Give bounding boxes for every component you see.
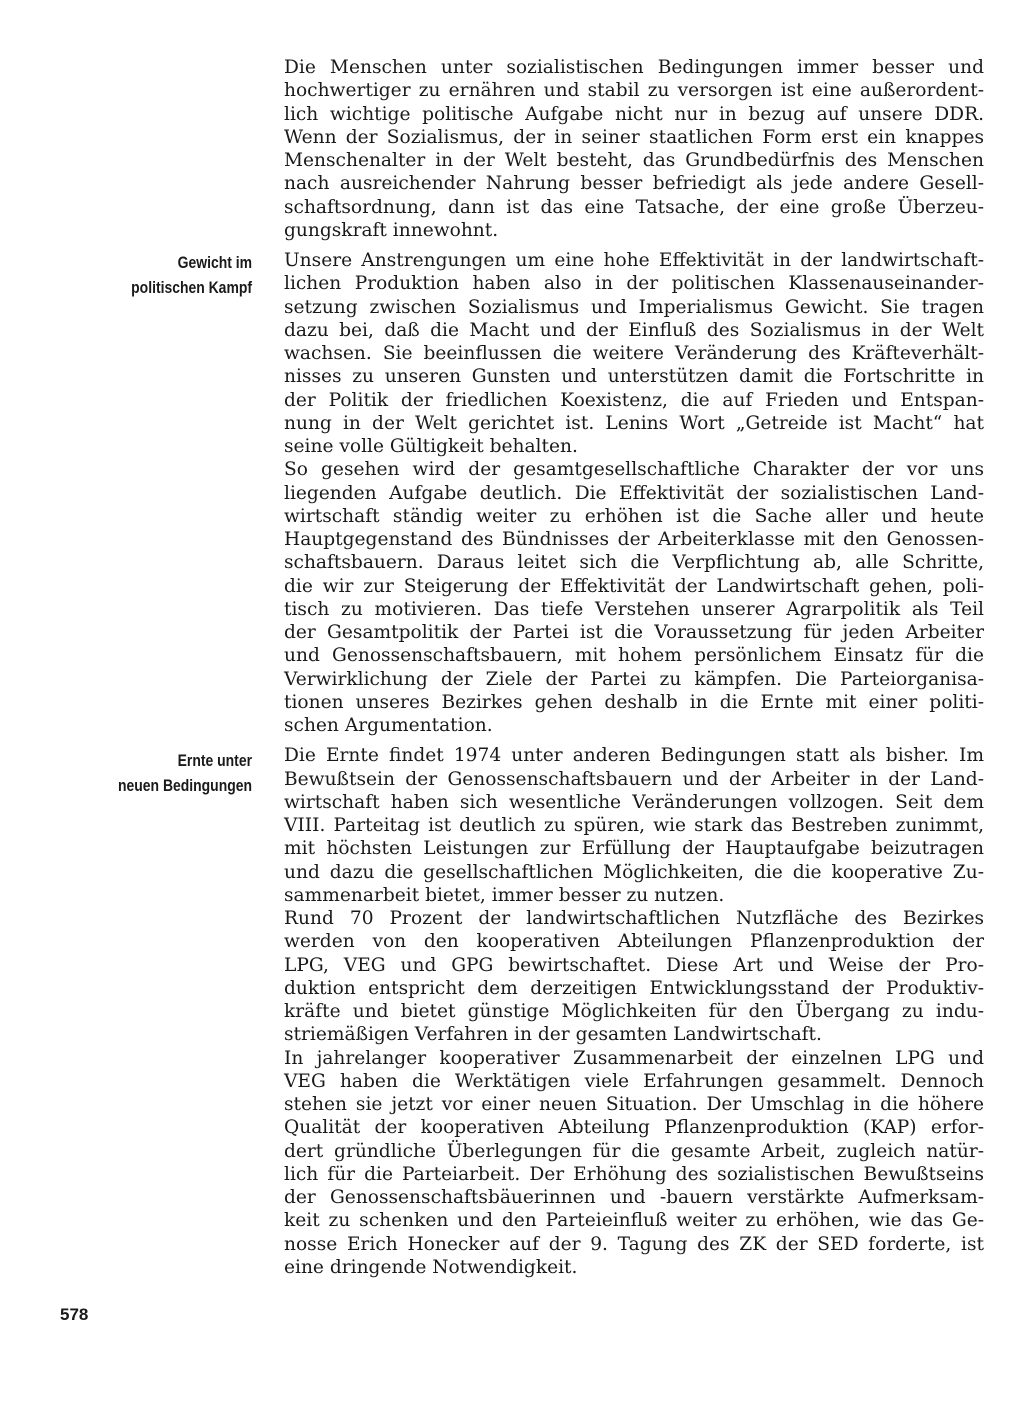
text-line: der Politik der friedlichen Koexistenz, die auf Frieden und Entspan- [284,389,984,411]
page-number: 578 [60,1305,89,1324]
text-line: Qualität der kooperativen Abteilung Pflanzenproduktion (KAP) erfor- [284,1117,984,1139]
text-line: keit zu schenken und den Parteieinfluß weiter zu erhöhen, wie das Ge- [284,1210,984,1232]
text-line: Menschenalter in der Welt besteht, das Grundbedürfnis des Menschen [284,150,984,171]
text-line: schaftsbauern. Daraus leitet sich die Verpflichtung ab, alle Schritte, [284,552,984,574]
paragraph [284,56,984,242]
paragraph [284,744,984,907]
text-line: dert gründliche Überlegungen für die gesamte Arbeit, zugleich natür- [284,1140,984,1162]
text-line: Verwirklichung der Ziele der Partei zu kämpfen. Die Parteiorganisa- [284,668,984,690]
margin-heading-line: neuen Bedingungen [118,776,253,795]
text-line: schen Argumentation. [284,715,493,736]
text-line: In jahrelanger kooperativer Zusammenarbeit der einzelnen LPG und [284,1047,984,1069]
text-line: der Genossenschaftsbäuerinnen und -bauern verstärkte Aufmerksam- [284,1187,984,1208]
text-line: Rund 70 Prozent der landwirtschaftlichen Nutzfläche des Bezirkes [284,908,984,929]
margin-heading [113,748,252,798]
text-line: LPG, VEG und GPG bewirtschaftet. Diese Art und Weise der Pro- [284,954,984,976]
text-line: setzung zwischen Sozialismus und Imperialismus Gewicht. Sie tragen [284,296,984,318]
text-line: Die Ernte findet 1974 unter anderen Bedingungen statt als bisher. Im [284,745,984,767]
text-line: wachsen. Sie beeinflussen die weitere Veränderung des Kräfteverhält- [284,343,984,364]
body-text [284,56,984,1279]
margin-heading-line: politischen Kampf [131,278,252,297]
text-line: die wir zur Steigerung der Effektivität der Landwirtschaft gehen, poli- [284,575,984,597]
text-line: nach ausreichender Nahrung besser befriedigt als jede andere Gesell- [284,173,984,195]
text-line: striemäßigen Verfahren in der gesamten Landwirtschaft. [284,1024,822,1046]
text-line: tisch zu motivieren. Das tiefe Verstehen unserer Agrarpolitik als Teil [284,598,984,620]
text-line: dazu bei, daß die Macht und der Einfluß des Sozialismus in der Welt [284,319,984,341]
margin-heading [113,250,252,300]
text-line: mit höchsten Leistungen zur Erfüllung der Hauptaufgabe beizutragen [284,838,984,860]
text-line: nosse Erich Honecker auf der 9. Tagung des ZK der SED forderte, ist [284,1233,984,1255]
text-line: und Genossenschaftsbauern, mit hohem persönlichem Einsatz für die [284,645,984,667]
text-line: duktion entspricht dem derzeitigen Entwicklungsstand der Produktiv- [284,977,984,999]
text-line: lich für die Parteiarbeit. Der Erhöhung des sozialistischen Bewußtseins [284,1163,984,1185]
paragraph [284,458,984,737]
text-line: lich wichtige politische Aufgabe nicht nur in bezug auf unsere DDR. [284,103,984,125]
section-gap [284,242,984,249]
margin-heading-line: Ernte unter [177,751,252,770]
section-gap [284,737,984,744]
text-line: liegenden Aufgabe deutlich. Die Effektivität der sozialistischen Land- [284,482,984,504]
text-line: Hauptgegenstand des Bündnisses der Arbeiterklasse mit den Genossen- [284,529,984,550]
text-line: der Gesamtpolitik der Partei ist die Voraussetzung für jeden Arbeiter [284,622,984,643]
paragraph [284,1047,984,1280]
text-line: VEG haben die Werktätigen viele Erfahrungen gesammelt. Dennoch [284,1070,984,1092]
text-line: So gesehen wird der gesamtgesellschaftliche Charakter der vor uns [284,459,984,481]
text-line: Wenn der Sozialismus, der in seiner staatlichen Form erst ein knappes [284,126,984,148]
text-line: seine volle Gültigkeit behalten. [284,436,578,457]
margin-heading-line: Gewicht im [177,253,252,272]
text-line: Bewußtsein der Genossenschaftsbauern und der Arbeiter in der Land- [284,768,984,790]
text-line: und dazu die gesellschaftlichen Möglichkeiten, die die kooperative Zu- [284,861,984,883]
text-line: kräfte und bietet günstige Möglichkeiten für den Übergang zu indu- [284,1001,984,1022]
text-line: sammenarbeit bietet, immer besser zu nutzen. [284,884,725,906]
text-line: wirtschaft ständig weiter zu erhöhen ist die Sache aller und heute [284,505,984,527]
text-line: VIII. Parteitag ist deutlich zu spüren, wie stark das Bestreben zunimmt, [284,815,984,836]
text-line: stehen sie jetzt vor einer neuen Situation. Der Umschlag in die höhere [284,1094,984,1115]
text-line: tionen unseres Bezirkes gehen deshalb in die Ernte mit einer politi- [284,691,984,713]
text-line: hochwertiger zu ernähren und stabil zu versorgen ist eine außerordent- [284,80,984,102]
text-line: nisses zu unseren Gunsten und unterstützen damit die Fortschritte in [284,366,984,388]
text-line: nung in der Welt gerichtet ist. Lenins Wort „Getreide ist Macht“ hat [284,412,984,434]
text-line: werden von den kooperativen Abteilungen Pflanzenproduktion der [284,931,984,953]
paragraph [284,907,984,1047]
paragraph [284,249,984,458]
text-line: wirtschaft haben sich wesentliche Veränderungen vollzogen. Seit dem [284,791,984,813]
text-line: eine dringende Notwendigkeit. [284,1256,578,1278]
text-line: Unsere Anstrengungen um eine hohe Effektivität in der landwirtschaft- [284,250,984,271]
text-line: Die Menschen unter sozialistischen Bedingungen immer besser und [284,57,984,78]
text-line: gungskraft innewohnt. [284,219,499,241]
text-line: lichen Produktion haben also in der politischen Klassenauseinander- [284,273,984,295]
text-line: schaftsordnung, dann ist das eine Tatsache, der eine große Überzeu- [284,196,984,218]
